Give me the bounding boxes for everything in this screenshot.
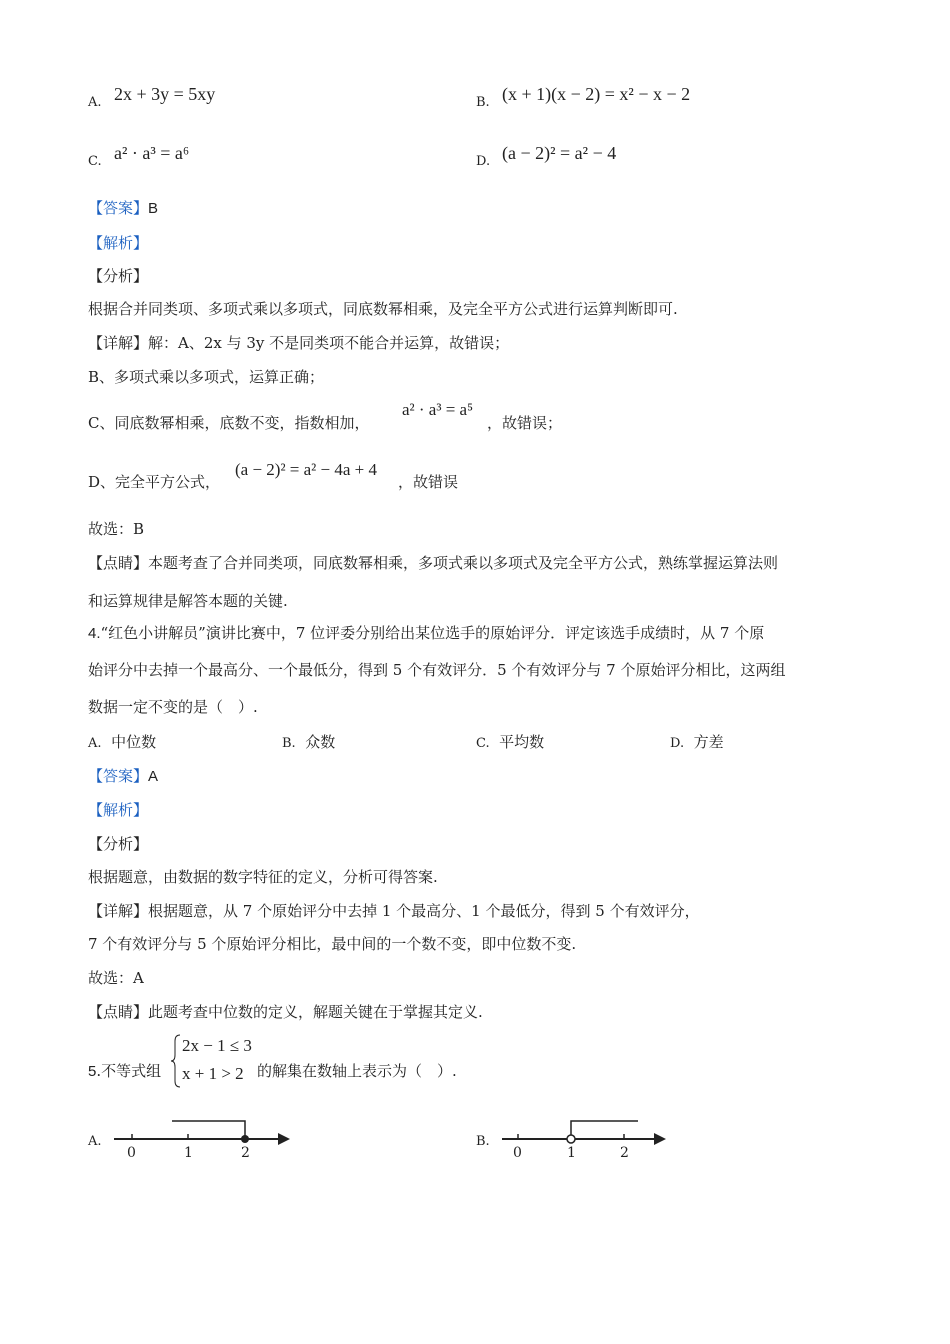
line-c-pre: C、同底数幂相乘，底数不变，指数相加， (88, 414, 370, 432)
option-b-label: B. (476, 95, 490, 110)
analysis-tag: 【解析】 (88, 801, 149, 819)
dianjing-text: 本题考查了合并同类项，同底数幂相乘，多项式乘以多项式及完全平方公式，熟练掌握运算法则 (148, 554, 779, 572)
axis-tick-label: 2 (241, 1145, 250, 1161)
q4-option-d-label: D. (670, 736, 685, 751)
line-c-post: ，故错误； (487, 414, 563, 432)
option-d-expression: (a − 2)² = a² − 4 (502, 143, 617, 163)
q3-dianjing-line2: 和运算规律是解答本题的关键. (88, 592, 288, 610)
q5-stem-pre (88, 1061, 161, 1082)
inequality-brace (170, 1033, 182, 1089)
inequality-2: x + 1 > 2 (182, 1064, 244, 1083)
answer-value: B (148, 200, 159, 217)
q4-stem1: “红色小讲解员”演讲比赛中，7 位评委分别给出某位选手的原始评分．评定该选手成绩时，从 7 个原 (100, 624, 765, 642)
fenxi-text: 根据合并同类项、多项式乘以多项式，同底数幂相乘，及完全平方公式进行运算判断即可. (88, 300, 678, 318)
q4-option-d-text: 方差 (693, 733, 724, 751)
q5-stem-post: 的解集在数轴上表示为（ ）. (257, 1062, 457, 1080)
option-c-expression: a² · a³ = a⁶ (114, 143, 190, 163)
dianjing-tag: 【点睛】 (88, 1003, 149, 1021)
q4-option-b (282, 732, 335, 754)
line-d-expression: (a − 2)² = a² − 4a + 4 (235, 460, 378, 479)
axis-tick-label: 0 (127, 1145, 136, 1161)
option-a-expression (114, 84, 215, 105)
detail-text: 解：A、2x 与 3y 不是同类项不能合并运算，故错误； (148, 334, 510, 352)
answer-value: A (148, 768, 159, 785)
answer-tag: 【答案】 (88, 767, 149, 785)
detail-line (88, 333, 509, 353)
q4-option-a-text: 中位数 (111, 733, 157, 751)
option-d-label: D. (476, 154, 491, 169)
option-c-label: C. (88, 154, 102, 169)
q4-option-a-label: A. (88, 736, 102, 751)
q4-dianjing-line (88, 1002, 483, 1022)
axis-tick-label: 2 (620, 1145, 629, 1161)
q4-stem-line3: 数据一定不变的是（ ）. (88, 698, 258, 716)
q4-option-a (88, 732, 156, 754)
q5-number: 5 (88, 1063, 97, 1080)
fenxi-tag: 【分析】 (88, 835, 149, 853)
q4-choose: 故选：A (88, 969, 144, 987)
detail-line2: 7 个有效评分与 5 个原始评分相比，最中间的一个数不变，即中位数不变. (88, 935, 577, 953)
q5-option-b-label: B. (476, 1134, 490, 1149)
line-c-expression: a² · a³ = a⁵ (402, 400, 474, 419)
inequality-1: 2x − 1 ≤ 3 (182, 1036, 252, 1055)
axis-tick-label: 0 (513, 1145, 522, 1161)
option-a-expr: 2x + 3y = 5xy (114, 84, 216, 104)
fenxi-text: 根据题意，由数据的数字特征的定义，分析可得答案. (88, 868, 438, 886)
q4-number: 4. (88, 625, 101, 642)
q3-answer-line (88, 198, 158, 219)
line-d-pre: D、完全平方公式， (88, 473, 221, 491)
dianjing-tag: 【点睛】 (88, 554, 149, 572)
number-line-a (108, 1112, 298, 1164)
detail-tag: 【详解】 (88, 902, 149, 920)
analysis-tag: 【解析】 (88, 234, 149, 252)
dianjing-text: 此题考查中位数的定义，解题关键在于掌握其定义. (148, 1003, 483, 1021)
detail-text: 根据题意，从 7 个原始评分中去掉 1 个最高分、1 个最低分，得到 5 个有效评分， (148, 902, 700, 920)
detail-line (88, 901, 700, 921)
option-a-label: A. (88, 95, 102, 110)
answer-tag: 【答案】 (88, 199, 149, 217)
q5-stem-pre-text: .不等式组 (96, 1062, 162, 1080)
q4-option-c-label: C. (476, 736, 490, 751)
q5-option-a-label: A. (88, 1134, 102, 1149)
detail-tag: 【详解】 (88, 334, 149, 352)
q4-stem-line2: 始评分中去掉一个最高分、一个最低分，得到 5 个有效评分．5 个有效评分与 7 个原始评分相比，这两组 (88, 661, 786, 679)
q4-option-b-text: 众数 (305, 733, 336, 751)
q3-dianjing-line1 (88, 553, 778, 573)
axis-tick-label: 1 (567, 1145, 576, 1161)
number-line-b (496, 1112, 676, 1164)
q4-option-b-label: B. (282, 736, 296, 751)
option-b-expression: (x + 1)(x − 2) = x² − x − 2 (502, 84, 691, 104)
line-d-post: ，故错误 (398, 473, 459, 491)
q3-choose: 故选：B (88, 520, 145, 538)
q4-answer-line (88, 766, 158, 787)
fenxi-tag: 【分析】 (88, 267, 149, 285)
q4-option-c-text: 平均数 (499, 733, 545, 751)
q4-option-c (476, 732, 544, 754)
line-b: B、多项式乘以多项式，运算正确； (88, 368, 325, 386)
axis-tick-label: 1 (184, 1145, 193, 1161)
q4-option-d (670, 732, 724, 754)
q4-stem-line1 (88, 623, 764, 644)
